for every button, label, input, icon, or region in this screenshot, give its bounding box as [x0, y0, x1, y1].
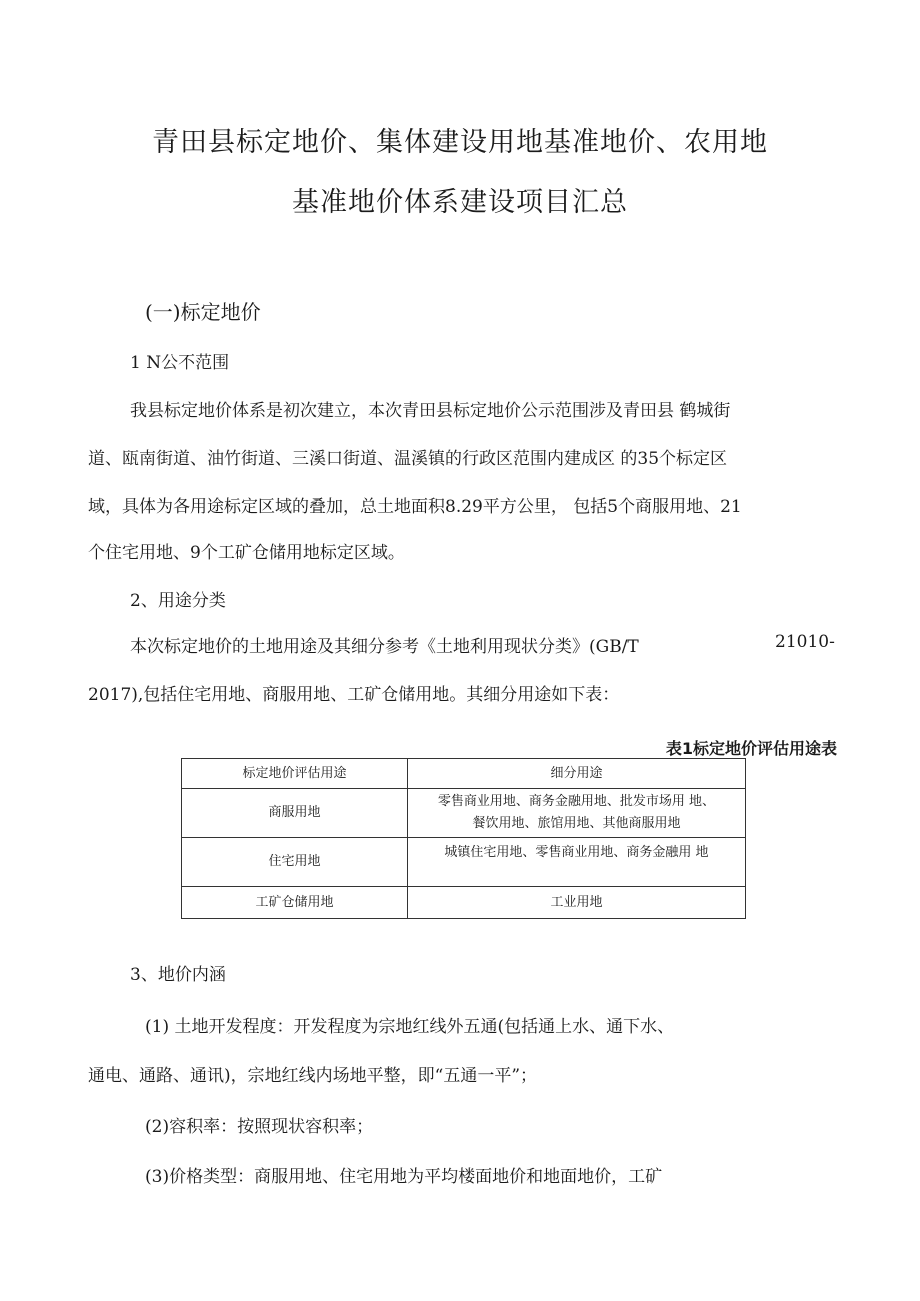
- table-row: [182, 789, 746, 838]
- table-cell-detail-line: 餐饮用地、旅馆用地、其他商服用地: [472, 816, 681, 831]
- subheading-use-classification: 2、用途分类: [130, 591, 226, 611]
- section-heading: (一)标定地价: [145, 300, 261, 324]
- item-price-type: (3)价格类型：商服用地、住宅用地为平均楼面地价和地面地价，工矿: [145, 1167, 663, 1187]
- subheading-price-connotation: 3、地价内涵: [130, 965, 226, 985]
- table-cell-detail-line: 工业用地: [550, 894, 603, 910]
- table-header-row: [182, 759, 746, 789]
- paragraph-use-line-2: 2017),包括住宅用地、商服用地、工矿仓储用地。其细分用途如下表：: [88, 685, 620, 705]
- item-development-line-2: 通电、通路、通讯)，宗地红线内场地平整，即“五通一平”；: [88, 1066, 538, 1086]
- subheading-scope: 1 N公不范围: [130, 353, 230, 373]
- table-cell-use: 住宅用地: [182, 838, 408, 887]
- table-cell-detail: [408, 887, 746, 919]
- table-cell-detail-line: 城镇住宅用地、零售商业用地、商务金融用 地: [444, 845, 709, 860]
- table-cell-detail: [408, 789, 746, 838]
- table-cell-detail-line: 零售商业用地、商务金融用地、批发市场用 地、: [437, 794, 716, 809]
- paragraph-scope-line-3: 域，具体为各用途标定区域的叠加，总土地面积8.29平方公里， 包括5个商服用地、21: [88, 497, 742, 517]
- table-caption: 表1标定地价评估用途表: [665, 739, 837, 758]
- item-development-line-1: (1) 土地开发程度：开发程度为宗地红线外五通(包括通上水、通下水、: [145, 1017, 675, 1037]
- paragraph-scope-line-2: 道、瓯南街道、油竹街道、三溪口街道、温溪镇的行政区范围内建成区 的35个标定区: [88, 449, 728, 469]
- table-row: [182, 838, 746, 887]
- page-title-line-2: 基准地价体系建设项目汇总: [292, 187, 628, 218]
- table-row: [182, 887, 746, 919]
- table-header-cell: 细分用途: [408, 759, 746, 789]
- table-cell-use: 工矿仓储用地: [182, 887, 408, 919]
- paragraph-use-line-1: 本次标定地价的土地用途及其细分参考《土地利用现状分类》(GB/T: [130, 637, 639, 657]
- paragraph-scope-line-1: 我县标定地价体系是初次建立，本次青田县标定地价公示范围涉及青田县 鹤城街: [130, 401, 731, 421]
- page-title-line-1: 青田县标定地价、集体建设用地基准地价、农用地: [152, 127, 768, 158]
- item-plot-ratio: (2)容积率：按照现状容积率；: [145, 1117, 374, 1137]
- table-header-cell: 标定地价评估用途: [182, 759, 408, 789]
- table-cell-use: 商服用地: [182, 789, 408, 838]
- land-use-table: [181, 758, 746, 919]
- table-cell-detail: [408, 838, 746, 887]
- paragraph-scope-line-4: 个住宅用地、9个工矿仓储用地标定区域。: [88, 543, 405, 563]
- paragraph-use-line-1-end: 21010-: [775, 632, 835, 652]
